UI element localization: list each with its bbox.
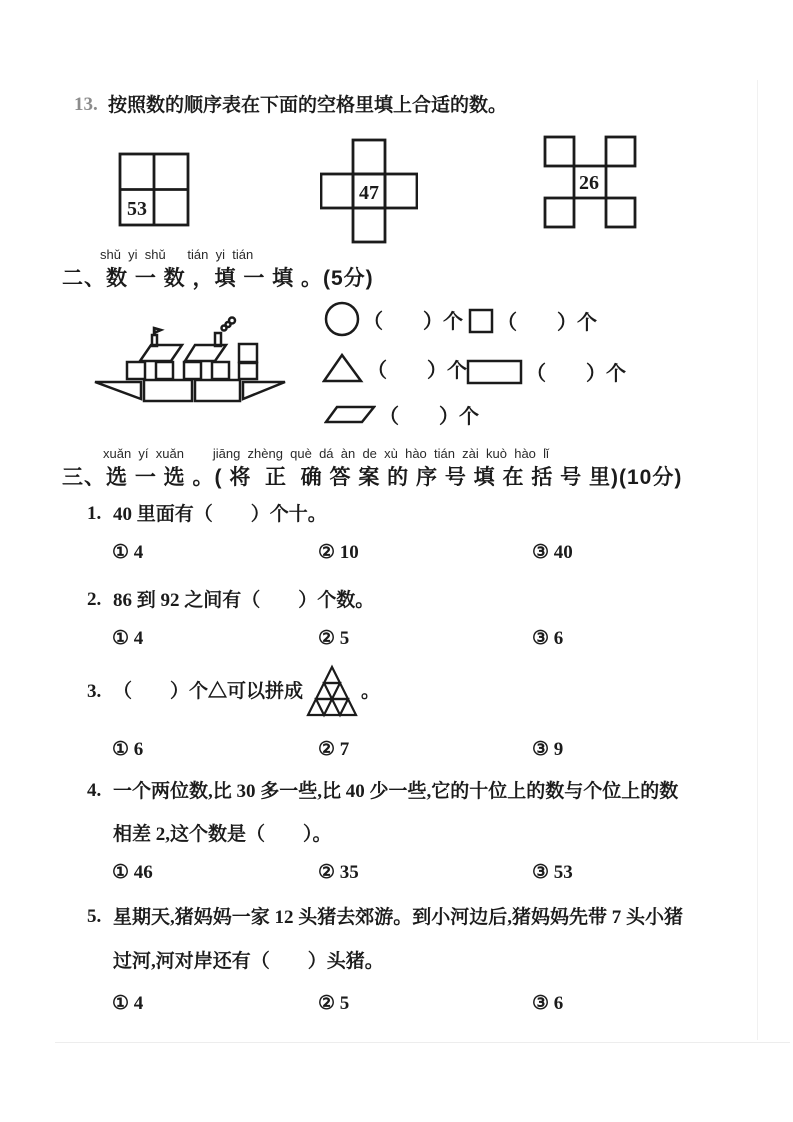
question-5-number: 5. bbox=[87, 906, 102, 927]
question-2-number: 2. bbox=[87, 589, 102, 610]
question-1-option-1: ① 4 bbox=[112, 542, 144, 563]
question-5 bbox=[87, 906, 683, 930]
question-5-options bbox=[0, 992, 793, 1018]
question-1 bbox=[87, 503, 327, 527]
question-3-option-3: ③ 9 bbox=[532, 739, 564, 760]
boat-figure bbox=[85, 295, 300, 410]
question-1-options bbox=[0, 541, 793, 567]
figure-number-53: 53 bbox=[127, 198, 147, 220]
corner-grid-figure bbox=[543, 135, 637, 229]
question-4-option-1: ① 46 bbox=[112, 862, 153, 883]
circle-icon bbox=[324, 301, 360, 337]
triangle-count-blank: （ ）个 bbox=[367, 359, 467, 382]
square-icon bbox=[468, 308, 494, 334]
question-3-option-1: ① 6 bbox=[112, 739, 144, 760]
question-1-number: 1. bbox=[87, 503, 102, 524]
question-3 bbox=[87, 664, 380, 720]
page-edge-line-horizontal bbox=[55, 1042, 790, 1043]
square-count-blank: （ ）个 bbox=[497, 312, 597, 334]
question-1-option-2: ② 10 bbox=[318, 542, 359, 563]
question-1-text: 40 里面有（ ）个十。 bbox=[113, 504, 327, 525]
question-4-line2: 相差 2,这个数是（ ）。 bbox=[113, 824, 332, 845]
question-5-option-3: ③ 6 bbox=[532, 993, 564, 1014]
question-4-line1: 一个两位数,比 30 多一些,比 40 少一些,它的十位上的数与个位上的数 bbox=[113, 781, 679, 802]
question-3-text-post: 。 bbox=[361, 681, 381, 703]
question-3-number: 3. bbox=[87, 681, 102, 702]
rectangle-icon bbox=[466, 359, 523, 385]
triangle-grid-figure bbox=[305, 664, 359, 720]
question-2-text: 86 到 92 之间有（ ）个数。 bbox=[113, 590, 375, 611]
question-2 bbox=[87, 589, 374, 613]
count-item-parallelogram bbox=[324, 400, 479, 429]
page-edge-line-vertical bbox=[757, 80, 758, 1040]
question-2-options bbox=[0, 627, 793, 653]
question-2-option-2: ② 5 bbox=[318, 628, 350, 649]
question-3-text-pre: （ ）个△可以拼成 bbox=[113, 681, 304, 703]
rectangle-count-blank: （ ）个 bbox=[526, 363, 626, 385]
count-item-triangle bbox=[322, 352, 467, 384]
question-4-number: 4. bbox=[87, 780, 102, 801]
question-13-text: 按照数的顺序表在下面的空格里填上合适的数。 bbox=[108, 95, 508, 116]
count-item-rectangle bbox=[466, 357, 626, 386]
question-3-options bbox=[0, 738, 793, 764]
count-item-square bbox=[468, 306, 597, 335]
question-1-option-3: ③ 40 bbox=[532, 542, 573, 563]
cross-grid-figure bbox=[320, 138, 418, 245]
question-4-option-2: ② 35 bbox=[318, 862, 359, 883]
section-3-pinyin: xuǎn yí xuǎn jiāng zhèng què dá àn de xù hào tián zài kuò hào lǐ bbox=[103, 446, 549, 461]
figure-number-26: 26 bbox=[579, 172, 599, 194]
question-5-option-1: ① 4 bbox=[112, 993, 144, 1014]
question-5-line2: 过河,河对岸还有（ ）头猪。 bbox=[113, 951, 384, 972]
parallelogram-icon bbox=[324, 405, 376, 425]
question-4-options bbox=[0, 861, 793, 887]
section-2-heading: 二、数 一 数 ，填 一 填 。(5分) bbox=[62, 267, 374, 290]
question-13-number: 13. bbox=[74, 94, 98, 115]
count-item-circle bbox=[324, 301, 463, 337]
question-3-option-2: ② 7 bbox=[318, 739, 350, 760]
section-3-heading: 三、选 一 选 。( 将 正 确 答 案 的 序 号 填 在 括 号 里)(10分) bbox=[62, 466, 683, 489]
question-2-option-3: ③ 6 bbox=[532, 628, 564, 649]
triangle-icon bbox=[322, 352, 364, 384]
figure-number-47: 47 bbox=[359, 182, 379, 204]
question-5-option-2: ② 5 bbox=[318, 993, 350, 1014]
section-2-pinyin: shǔ yi shǔ tián yi tián bbox=[100, 247, 254, 262]
circle-count-blank: （ ）个 bbox=[363, 310, 463, 333]
question-5-line1: 星期天,猪妈妈一家 12 头猪去郊游。到小河边后,猪妈妈先带 7 头小猪 bbox=[113, 907, 684, 928]
question-4 bbox=[87, 780, 678, 804]
question-4-option-3: ③ 53 bbox=[532, 862, 573, 883]
parallelogram-count-blank: （ ）个 bbox=[379, 406, 479, 428]
question-13 bbox=[74, 94, 507, 118]
number-grid-2x2-figure bbox=[118, 152, 190, 228]
question-2-option-1: ① 4 bbox=[112, 628, 144, 649]
